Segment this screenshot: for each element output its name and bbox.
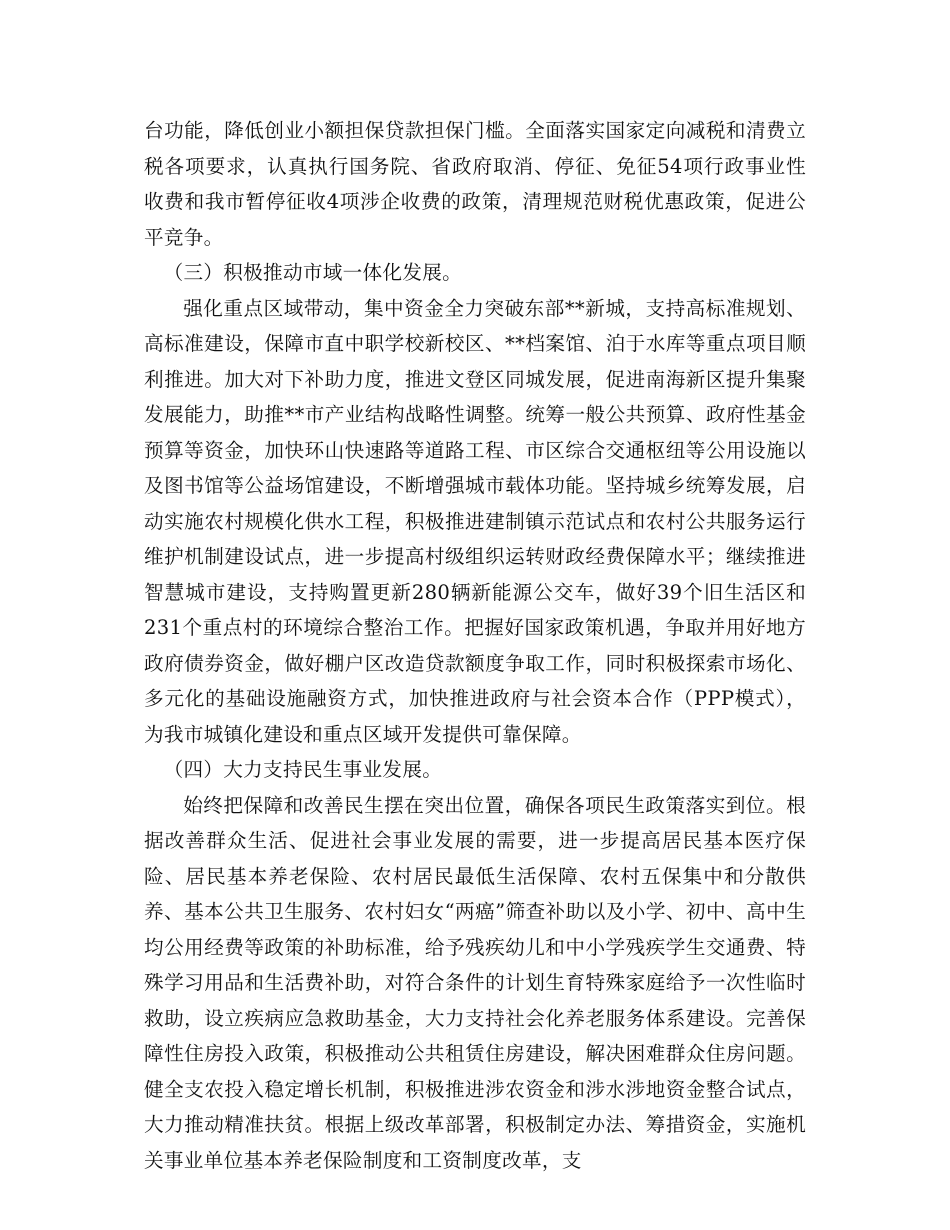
section-heading-4: （四）大力支持民生事业发展。 — [163, 758, 443, 781]
document-page — [144, 113, 806, 1178]
paragraph-livelihood: 始终把保障和改善民生摆在突出位置，确保各项民生政策落实到位。根据改善群众生活、促进社会事业发展的需要，进一步提高居民基本医疗保险、居民基本养老保险、农村居民最低生活保障、农村五保集中和分散供养、基本公共卫生服务、农村妇女“两癌”筛查补助以及小学、初中、高中生均公用经费等政策的补助标准，给予残疾幼儿和中小学残疾学生交通费、特殊学习用品和生活费补助，对符合条件的计划生育特殊家庭给予一次性临时救助，设立疾病应急救助基金，大力支持社会化养老服务体系建设。完善保障性住房投入政策，积极推动公共租赁住房建设，解决困难群众住房问题。健全支农投入稳定增长机制，积极推进涉农资金和涉水涉地资金整合试点，大力推动精准扶贫。根据上级改革部署，积极制定办法、筹措资金，实施机关事业单位基本养老保险制度和工资制度改革，支 — [144, 793, 806, 1172]
paragraph-tax-policy: 台功能，降低创业小额担保贷款担保门槛。全面落实国家定向减税和清费立税各项要求，认真执行国务院、省政府取消、停征、免征54项行政事业性收费和我市暂停征收4项涉企收费的政策，清理规范财税优惠政策，促进公平竞争。 — [144, 119, 806, 249]
paragraph-regional-development: 强化重点区域带动，集中资金全力突破东部**新城，支持高标准规划、高标准建设，保障市直中职学校新校区、**档案馆、泊于水库等重点项目顺利推进。加大对下补助力度，推进文登区同城发展，促进南海新区提升集聚发展能力，助推**市产业结构战略性调整。统筹一般公共预算、政府性基金预算等资金，加快环山快速路等道路工程、市区综合交通枢纽等公用设施以及图书馆等公益场馆建设，不断增强城市载体功能。坚持城乡统筹发展，启动实施农村规模化供水工程，积极推进建制镇示范试点和农村公共服务运行维护机制建设试点，进一步提高村级组织运转财政经费保障水平；继续推进智慧城市建设，支持购置更新280辆新能源公交车，做好39个旧生活区和231个重点村的环境综合整治工作。把握好国家政策机遇，争取并用好地方政府债券资金，做好棚户区改造贷款额度争取工作，同时积极探索市场化、多元化的基础设施融资方式，加快推进政府与社会资本合作（PPP模式），为我市城镇化建设和重点区域开发提供可靠保障。 — [144, 296, 806, 746]
section-heading-3: （三）积极推动市域一体化发展。 — [163, 261, 462, 284]
